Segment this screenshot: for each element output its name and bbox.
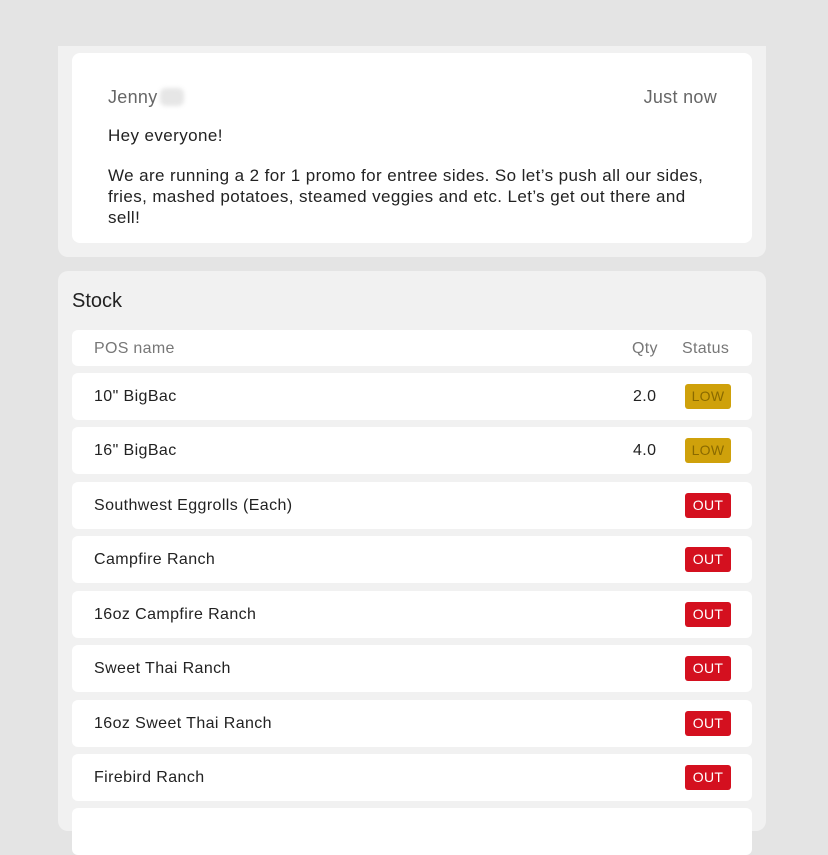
status-badge: OUT — [685, 547, 731, 572]
stock-panel — [58, 271, 766, 831]
status-badge: OUT — [685, 602, 731, 627]
message-panel — [58, 46, 766, 257]
status-badge: OUT — [685, 493, 731, 518]
message-timestamp: Just now — [643, 87, 717, 107]
item-name: Firebird Ranch — [94, 769, 205, 786]
message-body — [108, 125, 718, 228]
item-qty: 4.0 — [633, 442, 657, 459]
message-text: We are running a 2 for 1 promo for entree sides. So let’s push all our sides, fries, mashed potatoes, steamed veggies and etc. Let’s get out there and sell! — [108, 166, 704, 227]
stock-title: Stock — [72, 290, 123, 312]
table-row[interactable] — [72, 754, 752, 801]
table-row[interactable] — [72, 427, 752, 474]
status-badge: LOW — [685, 438, 731, 463]
table-row-partial[interactable] — [72, 808, 752, 855]
table-row[interactable] — [72, 536, 752, 583]
message-author-name: Jenny — [108, 87, 158, 107]
item-name: 16oz Sweet Thai Ranch — [94, 715, 272, 732]
redacted-surname — [160, 88, 184, 106]
column-header-pos-name: POS name — [94, 340, 175, 357]
message-author — [108, 87, 184, 108]
item-name: 10" BigBac — [94, 388, 177, 405]
status-badge: OUT — [685, 711, 731, 736]
table-row[interactable] — [72, 373, 752, 420]
table-row[interactable] — [72, 700, 752, 747]
table-row[interactable] — [72, 591, 752, 638]
status-badge: OUT — [685, 765, 731, 790]
item-name: 16oz Campfire Ranch — [94, 606, 257, 623]
column-header-qty: Qty — [632, 340, 658, 357]
item-name: Southwest Eggrolls (Each) — [94, 497, 293, 514]
column-header-status: Status — [682, 340, 730, 357]
item-qty: 2.0 — [633, 388, 657, 405]
item-name: Sweet Thai Ranch — [94, 660, 231, 677]
message-greeting: Hey everyone! — [108, 126, 223, 145]
table-row[interactable] — [72, 645, 752, 692]
status-badge: LOW — [685, 384, 731, 409]
message-card — [72, 53, 752, 243]
item-name: Campfire Ranch — [94, 551, 216, 568]
status-badge: OUT — [685, 656, 731, 681]
table-row[interactable] — [72, 482, 752, 529]
stock-table-header — [72, 330, 752, 366]
item-name: 16" BigBac — [94, 442, 177, 459]
